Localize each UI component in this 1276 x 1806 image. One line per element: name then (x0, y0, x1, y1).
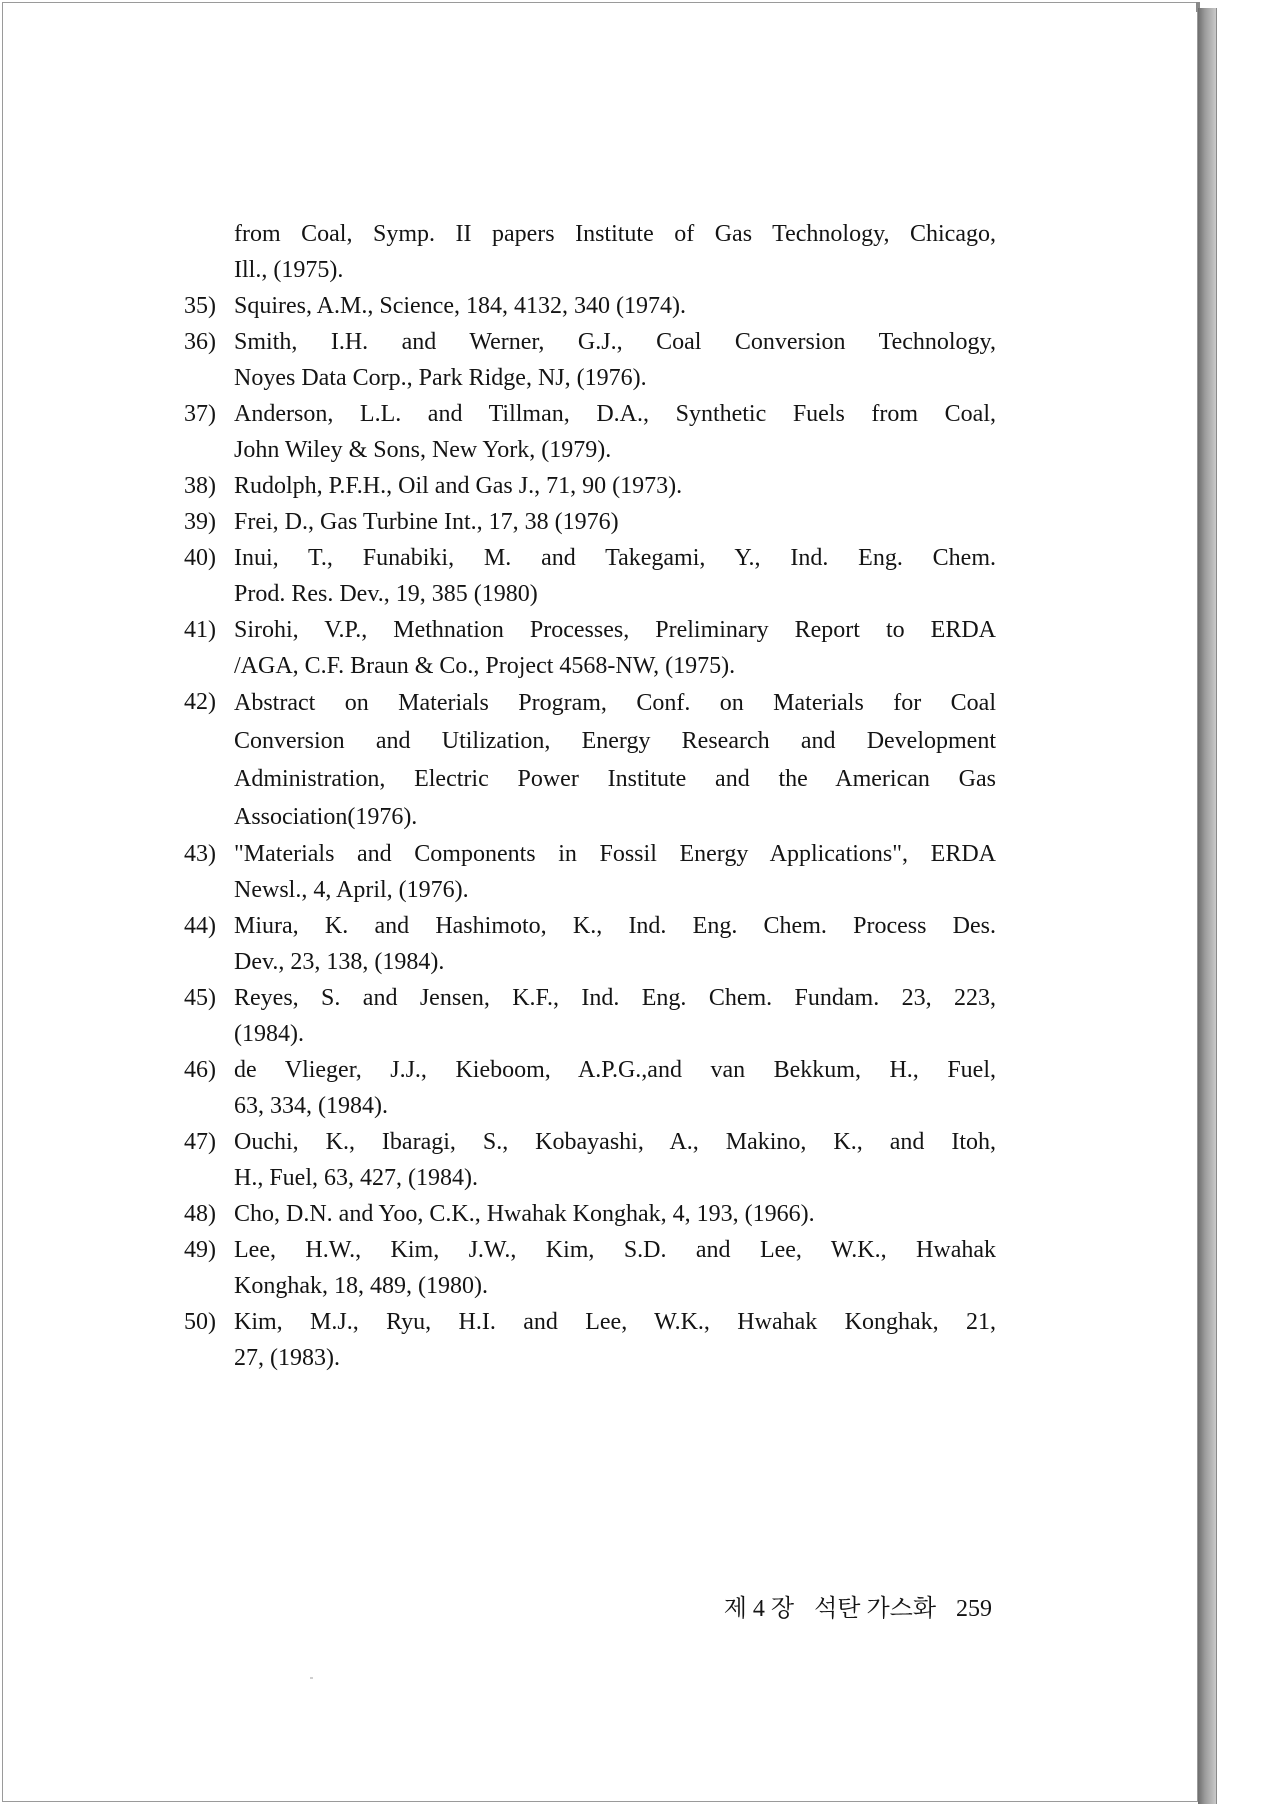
reference-line: Inui, T., Funabiki, M. and Takegami, Y., Ind. Eng. Chem. (234, 545, 996, 571)
reference-number: 44) (184, 913, 216, 939)
reference-48 (184, 1196, 996, 1232)
page-number: 259 (956, 1596, 992, 1622)
reference-38 (184, 468, 996, 504)
reference-46 (184, 1052, 996, 1124)
reference-line: Ouchi, K., Ibaragi, S., Kobayashi, A., Makino, K., and Itoh, (234, 1129, 996, 1155)
reference-50 (184, 1304, 996, 1376)
reference-number: 49) (184, 1237, 216, 1263)
reference-line: Konghak, 18, 489, (1980). (234, 1273, 488, 1299)
reference-number: 40) (184, 545, 216, 571)
reference-line: Newsl., 4, April, (1976). (234, 877, 469, 903)
reference-line: Sirohi, V.P., Methnation Processes, Preliminary Report to ERDA (234, 617, 996, 643)
reference-number: 37) (184, 401, 216, 427)
reference-line: Dev., 23, 138, (1984). (234, 949, 445, 975)
reference-line: Squires, A.M., Science, 184, 4132, 340 (1974). (234, 293, 686, 319)
chapter-title: 석탄 가스화 (814, 1596, 936, 1622)
reference-36 (184, 324, 996, 396)
reference-number: 36) (184, 329, 216, 355)
reference-number: 38) (184, 473, 216, 499)
reference-number: 46) (184, 1057, 216, 1083)
reference-line: Noyes Data Corp., Park Ridge, NJ, (1976). (234, 365, 647, 391)
reference-number: 39) (184, 509, 216, 535)
reference-39 (184, 504, 996, 540)
reference-list (184, 216, 996, 1376)
reference-line: de Vlieger, J.J., Kieboom, A.P.G.,and van Bekkum, H., Fuel, (234, 1057, 996, 1083)
reference-line: Prod. Res. Dev., 19, 385 (1980) (234, 581, 538, 607)
reference-line: Conversion and Utilization, Energy Research and Development (234, 728, 996, 754)
chapter-label: 제 4 장 (723, 1596, 795, 1622)
reference-45 (184, 980, 996, 1052)
reference-line: Rudolph, P.F.H., Oil and Gas J., 71, 90 (1973). (234, 473, 683, 499)
reference-line: Smith, I.H. and Werner, G.J., Coal Conversion Technology, (234, 329, 996, 355)
page-stack-edge (1198, 8, 1217, 1804)
reference-44 (184, 908, 996, 980)
reference-line: Lee, H.W., Kim, J.W., Kim, S.D. and Lee, W.K., Hwahak (234, 1237, 996, 1263)
reference-line: Cho, D.N. and Yoo, C.K., Hwahak Konghak, 4, 193, (1966). (234, 1201, 815, 1227)
reference-line: John Wiley & Sons, New York, (1979). (234, 437, 612, 463)
reference-continued (184, 216, 996, 288)
reference-number: 48) (184, 1201, 216, 1227)
scan-speck (310, 1677, 313, 1679)
reference-line: Kim, M.J., Ryu, H.I. and Lee, W.K., Hwahak Konghak, 21, (234, 1309, 996, 1335)
reference-line: from Coal, Symp. II papers Institute of Gas Technology, Chicago, (234, 221, 996, 247)
reference-line: Association(1976). (234, 804, 418, 830)
reference-line: "Materials and Components in Fossil Energy Applications", ERDA (234, 841, 996, 867)
reference-number: 45) (184, 985, 216, 1011)
reference-37 (184, 396, 996, 468)
reference-number: 43) (184, 841, 216, 867)
reference-number: 35) (184, 293, 216, 319)
reference-number: 42) (184, 689, 216, 715)
reference-number: 41) (184, 617, 216, 643)
reference-line: Ill., (1975). (234, 257, 344, 283)
reference-41 (184, 612, 996, 684)
reference-line: Anderson, L.L. and Tillman, D.A., Synthetic Fuels from Coal, (234, 401, 996, 427)
reference-42 (184, 684, 996, 836)
reference-line: Abstract on Materials Program, Conf. on Materials for Coal (234, 690, 996, 716)
reference-49 (184, 1232, 996, 1304)
reference-43 (184, 836, 996, 908)
reference-line: /AGA, C.F. Braun & Co., Project 4568-NW, (1975). (234, 653, 736, 679)
reference-line: Frei, D., Gas Turbine Int., 17, 38 (1976) (234, 509, 619, 535)
reference-number: 47) (184, 1129, 216, 1155)
reference-line: Reyes, S. and Jensen, K.F., Ind. Eng. Chem. Fundam. 23, 223, (234, 985, 996, 1011)
page-footer (700, 1588, 992, 1623)
reference-40 (184, 540, 996, 612)
reference-line: Miura, K. and Hashimoto, K., Ind. Eng. Chem. Process Des. (234, 913, 996, 939)
reference-35 (184, 288, 996, 324)
reference-line: H., Fuel, 63, 427, (1984). (234, 1165, 478, 1191)
reference-line: Administration, Electric Power Institute and the American Gas (234, 766, 996, 792)
reference-number: 50) (184, 1309, 216, 1335)
reference-line: 27, (1983). (234, 1345, 340, 1371)
reference-line: (1984). (234, 1021, 304, 1047)
reference-line: 63, 334, (1984). (234, 1093, 388, 1119)
reference-47 (184, 1124, 996, 1196)
